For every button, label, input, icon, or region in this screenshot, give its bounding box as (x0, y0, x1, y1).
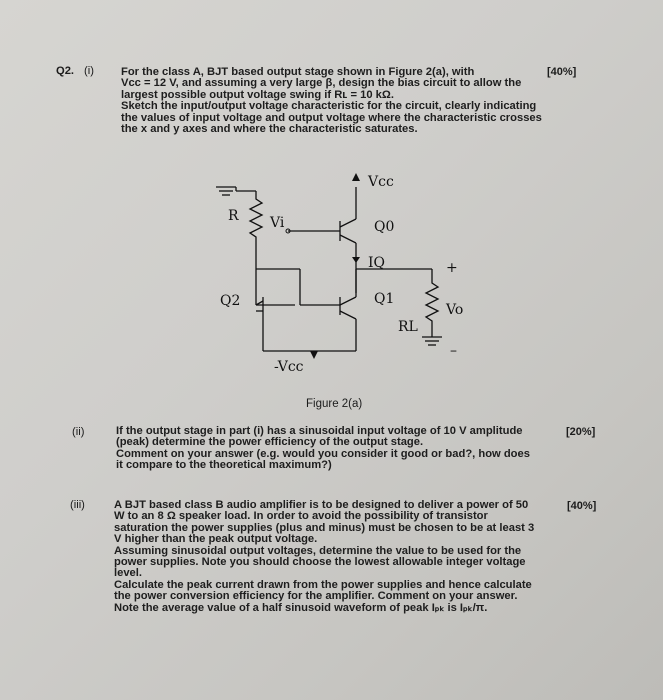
part-i-line: For the class A, BJT based output stage shown in Figure 2(a), with (121, 66, 475, 78)
vi-label: Vi (270, 215, 285, 231)
part-ii-line: Comment on your answer (e.g. would you consider it good or bad?, how does (116, 447, 530, 460)
vcc-top-label: Vcc (368, 174, 394, 190)
part-ii-line: it compare to the theoretical maximum?) (116, 459, 332, 472)
part-iii-marks: [40%] (567, 500, 597, 512)
part-i-marks: [40%] (547, 66, 577, 78)
part-ii-label: (ii) (72, 426, 85, 438)
part-iii-line: level. (114, 567, 142, 580)
part-iii-line: power supplies. Note you should choose the lowest allowable integer voltage (114, 556, 526, 569)
part-iii-line: Note the average value of a half sinusoid waveform of peak Iₚₖ is Iₚₖ/π. (114, 601, 488, 614)
vo-label: Vo (446, 302, 464, 318)
figure-caption: Figure 2(a) (306, 398, 363, 410)
part-iii-line: Calculate the peak current drawn from the power supplies and hence calculate (114, 578, 532, 591)
question-number: Q2. (56, 65, 75, 77)
minus-label: – (450, 343, 457, 359)
part-iii-line: Assuming sinusoidal output voltages, determine the value to be used for the (114, 544, 522, 557)
part-i-line: Vᴄᴄ = 12 V, and assuming a very large β, design the bias circuit to allow the (121, 77, 522, 90)
part-ii-marks: [20%] (566, 426, 596, 438)
iq-label: IQ (368, 255, 386, 271)
part-iii-line: W to an 8 Ω speaker load. In order to avoid the possibility of transistor (114, 510, 488, 523)
circuit-diagram (190, 165, 480, 375)
plus-label: + (446, 260, 458, 276)
part-ii-line: If the output stage in part (i) has a sinusoidal input voltage of 10 V amplitude (116, 425, 523, 437)
part-iii-line: the power conversion efficiency for the amplifier. Comment on your answer. (114, 590, 518, 603)
part-iii-line: V higher than the peak output voltage. (114, 533, 318, 546)
part-i-line: largest possible output voltage swing if Rʟ = 10 kΩ. (121, 88, 394, 101)
part-i-line: the x and y axes and where the characteristic saturates. (121, 123, 418, 136)
part-i-text (121, 67, 542, 135)
q1-label: Q1 (374, 291, 395, 307)
part-iii-label: (iii) (70, 499, 85, 511)
q0-label: Q0 (374, 219, 395, 235)
part-ii-text (116, 426, 530, 472)
part-iii-line: A BJT based class B audio amplifier is to be designed to deliver a power of 50 (114, 499, 529, 511)
part-ii-line: (peak) determine the power efficiency of the output stage. (116, 436, 424, 449)
part-iii-text (114, 500, 534, 614)
part-i-line: Sketch the input/output voltage characteristic for the circuit, clearly indicating (121, 100, 537, 113)
vcc-bottom-label: -Vcc (274, 359, 304, 375)
part-i-label: (i) (84, 65, 94, 77)
r-label: R (228, 208, 239, 224)
part-iii-line: saturation the power supplies (plus and minus) must be chosen to be at least 3 (114, 521, 535, 534)
rl-label: RL (398, 319, 418, 335)
part-i-line: the values of input voltage and output voltage where the characteristic crosses (121, 111, 542, 124)
q2-label: Q2 (220, 293, 241, 309)
